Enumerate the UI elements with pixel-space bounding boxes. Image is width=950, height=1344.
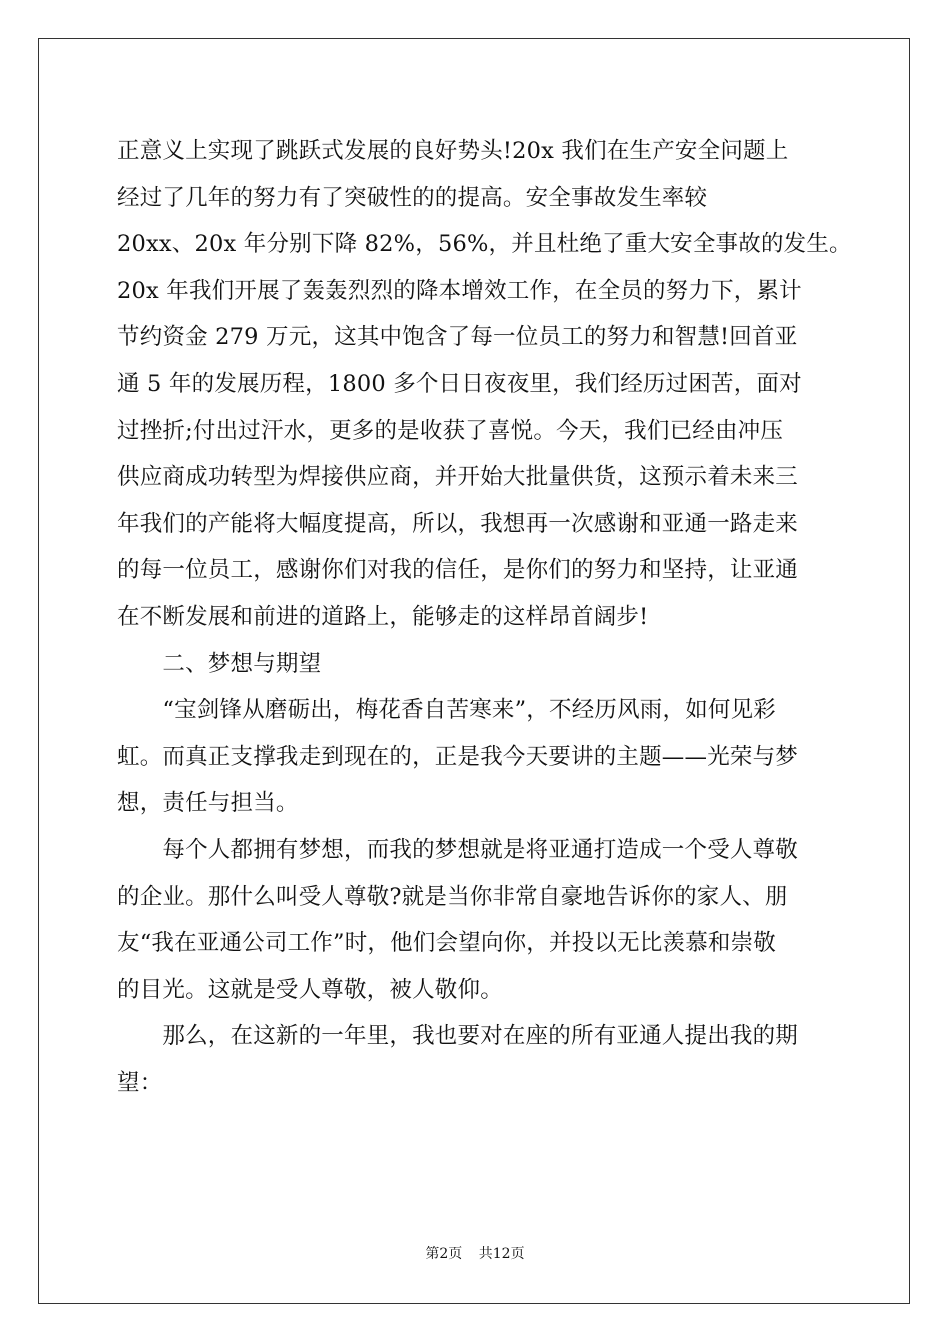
text-line: 望： [117,1069,163,1096]
text-line: 经过了几年的努力有了突破性的的提高。安全事故发生率较 [117,184,708,211]
document-body [117,128,857,1106]
text-line: 节约资金 279 万元，这其中饱含了每一位员工的努力和智慧!回首亚 [117,324,798,351]
text-line: 想，责任与担当。 [117,790,299,817]
text-line: 虹。而真正支撑我走到现在的，正是我今天要讲的主题——光荣与梦 [117,743,799,770]
text-line: 年我们的产能将大幅度提高，所以，我想再一次感谢和亚通一路走来 [117,510,799,537]
text-line: 的目光。这就是受人尊敬，被人敬仰。 [117,976,503,1003]
text-line: 每个人都拥有梦想，而我的梦想就是将亚通打造成一个受人尊敬 [117,836,799,863]
section-heading: 二、梦想与期望 [117,650,322,677]
page-number-current: 第2页 [425,1246,463,1262]
text-line: 通 5 年的发展历程，1800 多个日日夜夜里，我们经历过困苦，面对 [117,370,802,397]
page-footer [0,1244,950,1264]
text-line: 那么，在这新的一年里，我也要对在座的所有亚通人提出我的期 [117,1023,799,1050]
text-line: 过挫折;付出过汗水，更多的是收获了喜悦。今天，我们已经由冲压 [117,417,784,444]
text-line: “宝剑锋从磨砺出，梅花香自苦寒来”，不经历风雨，如何见彩 [117,697,777,724]
text-line: 的每一位员工，感谢你们对我的信任，是你们的努力和坚持，让亚通 [117,557,799,584]
text-line: 20xx、20x 年分别下降 82%，56%，并且杜绝了重大安全事故的发生。 [117,231,852,258]
text-line: 供应商成功转型为焊接供应商，并开始大批量供货，这预示着未来三 [117,464,799,491]
text-line: 20x 年我们开展了轰轰烈烈的降本增效工作，在全员的努力下，累计 [117,277,802,304]
text-line: 正意义上实现了跳跃式发展的良好势头!20x 我们在生产安全问题上 [117,138,789,164]
text-line: 的企业。那什么叫受人尊敬?就是当你非常自豪地告诉你的家人、朋 [117,883,788,910]
text-line: 友“我在亚通公司工作”时，他们会望向你，并投以无比羡慕和崇敬 [117,930,777,957]
text-line: 在不断发展和前进的道路上，能够走的这样昂首阔步! [117,603,649,630]
page-number-total: 共12页 [478,1246,525,1262]
